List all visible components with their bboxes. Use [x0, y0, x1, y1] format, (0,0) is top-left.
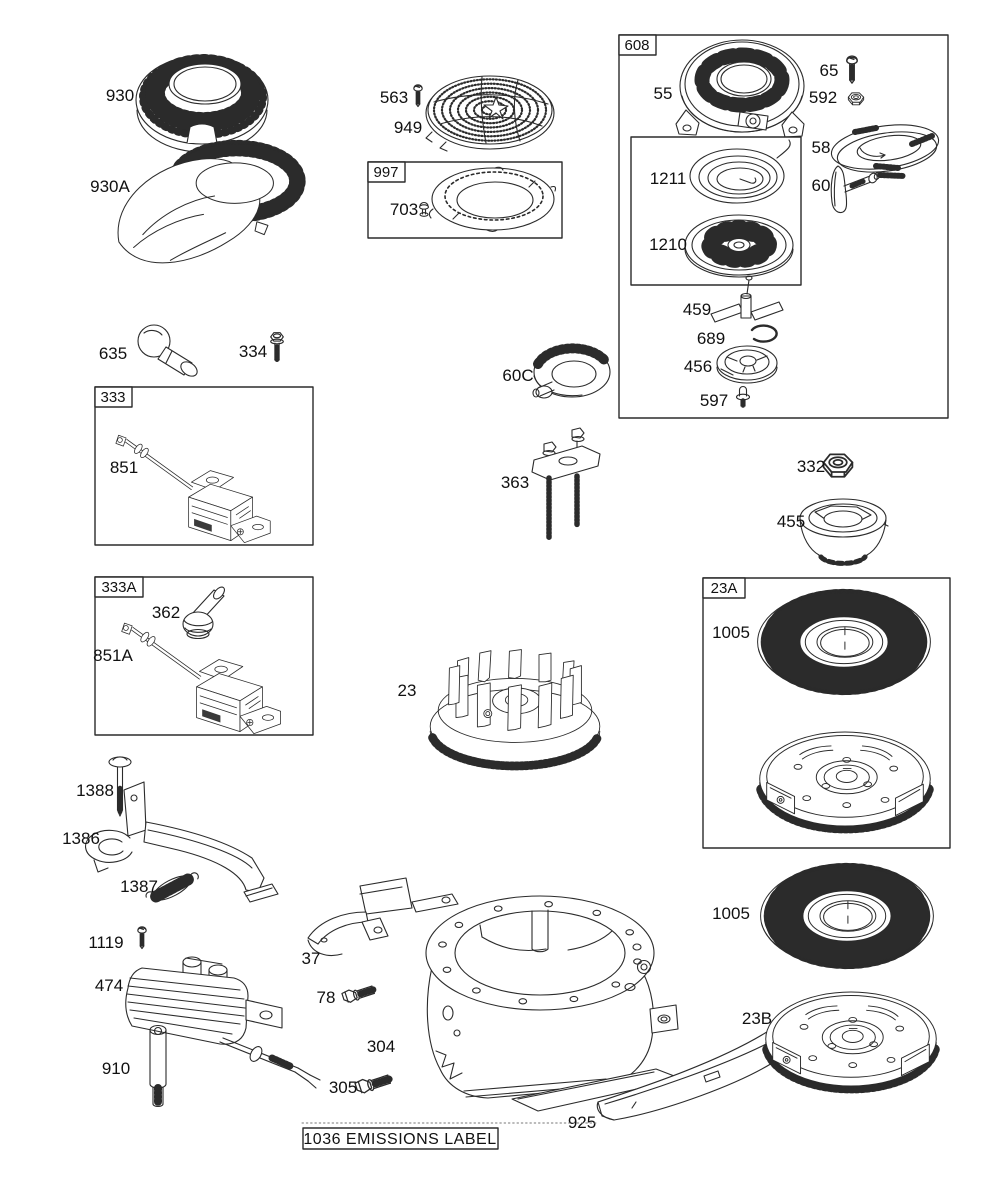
part-23-label: 23 [397, 681, 417, 700]
part-930-grille-cover [136, 56, 268, 152]
part-362-boot [183, 585, 227, 638]
part-930a-label: 930A [90, 177, 130, 196]
part-563-screw [414, 85, 422, 107]
part-1210-pulley [685, 215, 793, 277]
part-362-label: 362 [151, 603, 181, 622]
part-474-stop-switch [126, 957, 320, 1088]
part-1005-lower-label: 1005 [712, 904, 750, 923]
part-60-label: 60 [811, 176, 831, 195]
part-1388-label: 1388 [76, 781, 114, 800]
part-910-stud [150, 1026, 166, 1107]
part-60c-starter-grip [533, 347, 610, 398]
part-851a-label: 851A [93, 646, 133, 665]
group-box-23a [703, 578, 950, 848]
part-58-rope [829, 119, 942, 178]
part-23a-flywheel-disc [760, 732, 931, 828]
group-333-label: 333 [100, 389, 126, 406]
part-1211-rewind-spring [690, 140, 790, 203]
part-703-label: 703 [389, 200, 419, 219]
part-703-fastener [420, 203, 429, 217]
part-78-label: 78 [316, 988, 336, 1007]
part-459-label: 459 [682, 300, 712, 319]
part-78-bolt [342, 983, 376, 1004]
group-box-333a [93, 577, 313, 735]
part-304-label: 304 [366, 1037, 396, 1056]
part-1005-fan-upper [758, 591, 931, 694]
part-332-nut [824, 454, 853, 476]
part-563-label: 563 [379, 88, 409, 107]
part-1005-fan-lower [761, 865, 934, 968]
part-334-label: 334 [238, 342, 268, 361]
part-1210-label: 1210 [649, 235, 687, 254]
part-65-screw [847, 56, 858, 83]
part-689-label: 689 [696, 329, 726, 348]
part-455-label: 455 [776, 512, 806, 531]
group-997-label: 997 [373, 164, 399, 181]
part-635-plug-boot [138, 325, 200, 379]
part-474-label: 474 [94, 976, 124, 995]
part-23-flywheel [430, 650, 600, 768]
part-456-label: 456 [683, 357, 713, 376]
part-949-label: 949 [393, 118, 423, 137]
part-949-screen [426, 76, 554, 151]
part-65-label: 65 [819, 61, 839, 80]
part-363-label: 363 [500, 473, 530, 492]
part-597-screw [737, 387, 750, 407]
part-37-label: 37 [301, 949, 321, 968]
part-60c-label: 60C [502, 366, 534, 385]
part-910-label: 910 [101, 1059, 131, 1078]
part-851-label: 851 [109, 458, 139, 477]
part-363-terminal [532, 428, 600, 538]
part-334-bolt [271, 333, 284, 360]
group-box-608 [619, 35, 948, 418]
group-333a-label: 333A [101, 579, 137, 596]
part-1005-upper-label: 1005 [712, 623, 750, 642]
group-608-label: 608 [624, 37, 650, 54]
part-851a-armature [122, 623, 281, 734]
part-997-ring [429, 167, 555, 231]
part-1386-label: 1386 [62, 829, 100, 848]
part-455-starter-cup [800, 499, 888, 565]
part-55-label: 55 [653, 84, 673, 103]
part-930-label: 930 [105, 86, 135, 105]
part-58-label: 58 [811, 138, 831, 157]
part-304-blower-housing [426, 896, 682, 1111]
part-930a-shroud-cover [118, 144, 305, 263]
group-23a-label: 23A [710, 580, 738, 597]
part-459-pawls [711, 276, 783, 322]
part-23b-flywheel-disc [766, 992, 937, 1088]
part-305-bolt [355, 1071, 392, 1094]
part-23b-label: 23B [741, 1009, 773, 1028]
part-592-label: 592 [808, 88, 838, 107]
part-925-label: 925 [567, 1113, 597, 1132]
part-592-nut [848, 93, 863, 105]
part-851-armature [116, 435, 270, 542]
emissions-label-text: 1036 EMISSIONS LABEL [303, 1131, 497, 1148]
part-305-label: 305 [328, 1078, 358, 1097]
part-689-clip [752, 326, 777, 342]
part-60-grip-insert [831, 166, 880, 213]
part-1119-screw [138, 927, 146, 949]
part-332-label: 332 [796, 457, 826, 476]
part-1387-label: 1387 [120, 877, 158, 896]
part-55-starter-housing [676, 40, 804, 137]
part-456-ratchet [717, 346, 777, 383]
group-box-333 [95, 387, 313, 545]
part-1211-label: 1211 [649, 169, 687, 188]
group-box-997 [368, 162, 562, 238]
part-1119-label: 1119 [88, 933, 124, 952]
part-635-label: 635 [98, 344, 128, 363]
part-597-label: 597 [699, 391, 729, 410]
